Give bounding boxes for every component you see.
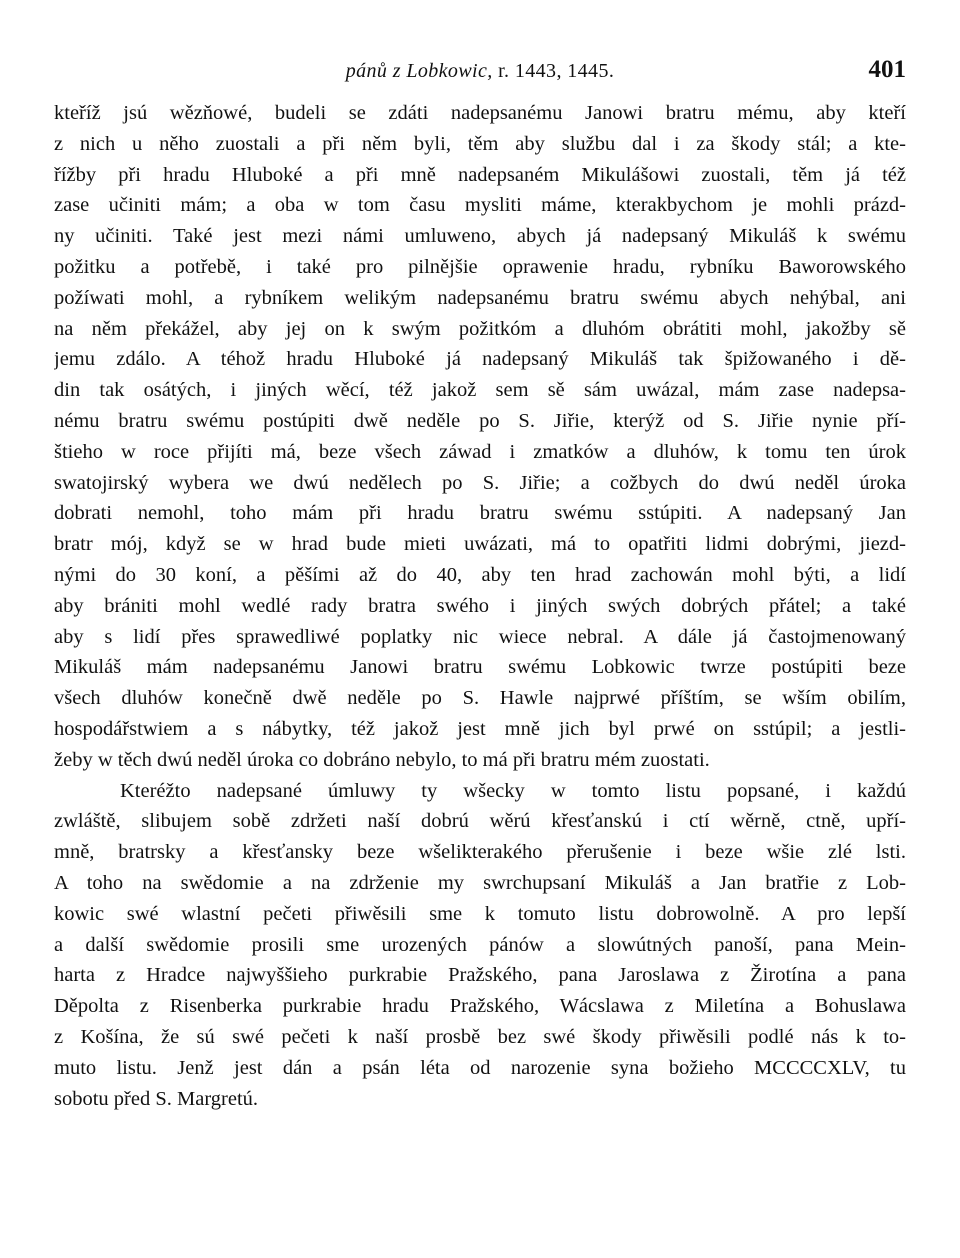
paragraph-1 — [54, 98, 906, 776]
text-line: z nich u něho zuostali a při něm byli, těm aby službu dal i za škody stál; a kte- — [54, 132, 906, 155]
text-line: swatojirský wybera we dwú nedělech po S. Jiřie; a cožbych do dwú neděl úroka — [54, 471, 906, 494]
running-head — [54, 56, 906, 90]
text-line: muto listu. Jenž jest dán a psán léta od narozenie syna božieho MCCCCXLV, tu — [54, 1056, 906, 1079]
text-line: požíwati mohl, a rybníkem welikým nadepsanému bratru swému abych nehýbal, ani — [54, 286, 906, 309]
text-line: a další swědomie prosili sme urozených pánów a slowútných panoší, pana Mein- — [54, 933, 906, 956]
text-line: Kteréžto nadepsané úmluwy ty wšecky w tomto listu popsané, i každú — [120, 779, 906, 802]
text-line: sobotu před S. Margretú. — [54, 1087, 259, 1110]
page-number: 401 — [868, 56, 906, 83]
body-text — [54, 98, 906, 1114]
text-line: zase učiniti mám; a oba w tom času mysliti máme, kterakbychom je mohli prázd- — [54, 194, 906, 217]
running-head-years: r. 1443, 1445. — [492, 60, 615, 82]
text-line: kteříž jsú wězňowé, budeli se zdáti nadepsanému Janowi bratru mému, aby kteří — [54, 102, 906, 124]
text-line: A toho na swědomie a na zdrženie my swrchupsaní Mikuláš a Jan bratřie z Lob- — [54, 871, 906, 894]
text-line: bratr mój, když se w hrad bude mieti uwázati, má to opatřiti lidmi dobrými, jiezd- — [54, 533, 906, 556]
running-head-title — [54, 60, 906, 83]
running-head-names: pánů z Lobkowic, — [345, 60, 493, 82]
text-line: na něm překážel, aby jej on k swým požitkóm a dluhóm obrátiti mohl, jakožby sě — [54, 317, 906, 340]
text-line: ny učiniti. Také jest mezi námi umluweno, abych já nadepsaný Mikuláš k swému — [54, 225, 906, 248]
text-line: jemu zdálo. A téhož hradu Hluboké já nadepsaný Mikuláš tak špižowaného i dě- — [54, 348, 906, 371]
text-line: hospodářstwiem a s nábytky, též jakož jest mně jich byl prwé on sstúpil; a jestli- — [54, 717, 906, 740]
text-line: mně, bratrsky a křesťansky beze wšelikterakého přerušenie i beze wšie zlé lsti. — [54, 841, 906, 864]
paragraph-2 — [54, 776, 906, 1115]
text-line: požitku a potřebě, i také pro pilnějšie oprawenie hradu, rybníku Baworowského — [54, 255, 906, 278]
text-line: aby s lidí přes sprawedliwé poplatky nic wiece nebral. A dále já častojmenowaný — [54, 625, 906, 648]
text-line: zwláště, slibujem sobě zdržeti naší dobrú wěrú křesťanskú i ctí wěrně, ctně, upří- — [54, 810, 906, 833]
text-line: dobrati nemohl, toho mám při hradu bratru swému sstúpiti. A nadepsaný Jan — [54, 502, 906, 525]
text-line: kowic swé wlastní pečeti přiwěsili sme k tomuto listu dobrowolně. A pro lepší — [54, 902, 906, 925]
text-line: z Košína, že sú swé pečeti k naší prosbě bez swé škody přiwěsili podlé nás k to- — [54, 1025, 906, 1048]
text-line: nému bratru swému postúpiti dwě neděle po S. Jiřie, kterýž od S. Jiřie nynie pří- — [54, 409, 906, 432]
text-line: aby brániti mohl wedlé rady bratra swého i jiných swých dobrých přátel; a také — [54, 594, 906, 617]
text-line: Děpolta z Risenberka purkrabie hradu Pražského, Wácslawa z Miletína a Bohuslawa — [54, 995, 906, 1018]
text-line: žeby w těch dwú neděl úroka co dobráno nebylo, to má při bratru mém zuostati. — [54, 748, 710, 771]
text-line: všech dluhów konečně dwě neděle po S. Hawle najprwé příštím, se wším obilím, — [54, 687, 906, 710]
text-line: Mikuláš mám nadepsanému Janowi bratru swému Lobkowic twrze postúpiti beze — [54, 656, 906, 679]
text-line: din tak osátých, i jiných wěcí, též jakož sem sě sám uwázal, mám zase nadepsa- — [54, 379, 906, 402]
text-line: nými do 30 koní, a pěšími až do 40, aby ten hrad zachowán mohl býti, a lidí — [54, 563, 906, 586]
text-line: harta z Hradce najwyššieho purkrabie Pražského, pana Jaroslawa z Žirotína a pana — [54, 964, 906, 987]
text-line: řížby při hradu Hluboké a při mně nadepsaném Mikulášowi zuostali, těm já též — [54, 163, 906, 186]
text-line: štieho w roce přijíti má, beze všech záwad i zmatków a dluhów, k tomu ten úrok — [54, 440, 906, 463]
